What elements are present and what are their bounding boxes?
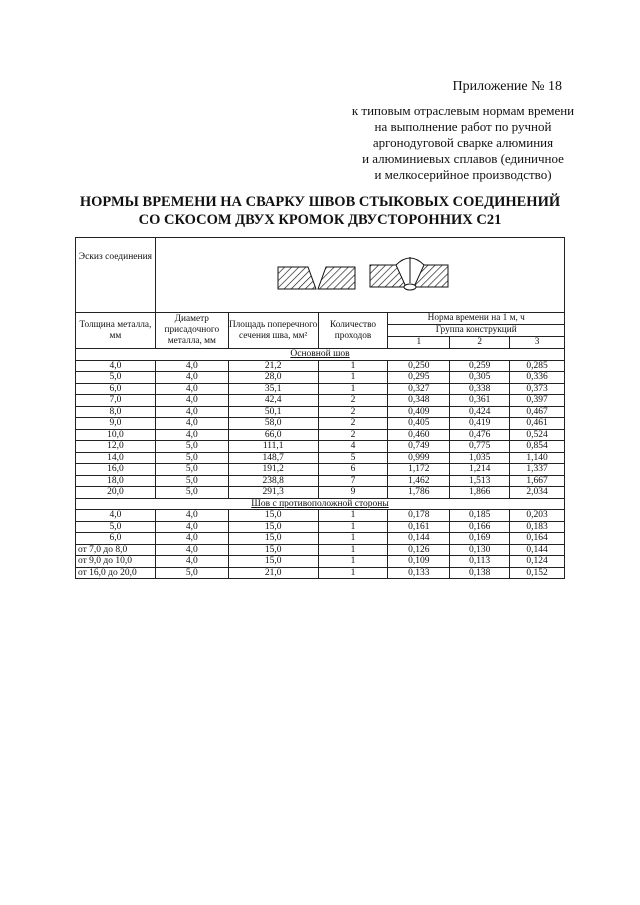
table-cell: 10,0 (76, 429, 156, 441)
table-cell: 0,305 (450, 372, 510, 384)
table-cell: 0,999 (388, 452, 450, 464)
table-cell: 4,0 (155, 510, 228, 522)
table-cell: 5 (318, 452, 388, 464)
table-cell: 1,172 (388, 464, 450, 476)
header-row (76, 313, 565, 325)
table-cell: 5,0 (155, 487, 228, 499)
subtitle-line: к типовым отраслевым нормам времени (351, 103, 575, 118)
table-cell: 0,144 (388, 533, 450, 545)
table-cell: 4,0 (155, 429, 228, 441)
table-cell: 0,113 (450, 556, 510, 568)
col-norm: Норма времени на 1 м, ч (388, 313, 565, 325)
table-cell: 9,0 (76, 418, 156, 430)
table-cell: от 9,0 до 10,0 (76, 556, 156, 568)
table-cell: 191,2 (228, 464, 318, 476)
section-row (76, 498, 565, 510)
table-cell: 1 (318, 544, 388, 556)
table-cell: 0,259 (450, 360, 510, 372)
table-row (76, 544, 565, 556)
table-cell: 5,0 (155, 475, 228, 487)
table-cell: 4,0 (155, 395, 228, 407)
table-cell: 1,337 (510, 464, 565, 476)
joint-sketch (155, 238, 564, 313)
table-row (76, 521, 565, 533)
table-cell: 0,460 (388, 429, 450, 441)
table-cell: 58,0 (228, 418, 318, 430)
table-cell: 16,0 (76, 464, 156, 476)
col-group-2: 2 (450, 337, 510, 349)
table-cell: 4,0 (155, 406, 228, 418)
table-cell: 15,0 (228, 521, 318, 533)
appendix-subtitle (338, 103, 588, 183)
table-cell: 21,2 (228, 360, 318, 372)
table-cell: 0,166 (450, 521, 510, 533)
table-row (76, 429, 565, 441)
table-cell: 0,295 (388, 372, 450, 384)
table-cell: 20,0 (76, 487, 156, 499)
joint-sketch-icon (270, 253, 450, 293)
table-cell: 0,361 (450, 395, 510, 407)
table-cell: 1 (318, 510, 388, 522)
table-cell: 4,0 (155, 556, 228, 568)
table-cell: 238,8 (228, 475, 318, 487)
table-cell: 4,0 (155, 521, 228, 533)
table-cell: 0,164 (510, 533, 565, 545)
title-line: НОРМЫ ВРЕМЕНИ НА СВАРКУ ШВОВ СТЫКОВЫХ СОЕДИНЕНИЙ (79, 194, 561, 210)
table-cell: 0,854 (510, 441, 565, 453)
table-cell: 0,250 (388, 360, 450, 372)
table-cell: 4,0 (155, 372, 228, 384)
table-cell: 8,0 (76, 406, 156, 418)
table-row (76, 383, 565, 395)
table-cell: 0,124 (510, 556, 565, 568)
section-row (76, 349, 565, 361)
table-cell: 1,035 (450, 452, 510, 464)
table-cell: 4,0 (155, 360, 228, 372)
table-cell: 0,749 (388, 441, 450, 453)
table-cell: 0,285 (510, 360, 565, 372)
table-row (76, 510, 565, 522)
table-cell: 1,866 (450, 487, 510, 499)
table-cell: 0,467 (510, 406, 565, 418)
table-cell: 0,424 (450, 406, 510, 418)
table-cell: 4,0 (76, 510, 156, 522)
sketch-row (76, 238, 565, 313)
table-cell: 1,786 (388, 487, 450, 499)
col-group-3: 3 (510, 337, 565, 349)
table-row (76, 567, 565, 579)
section-title: Шов с противоположной стороны (76, 498, 565, 510)
col-passes: Количество проходов (318, 313, 388, 349)
table-row (76, 487, 565, 499)
table-cell: 0,775 (450, 441, 510, 453)
table-cell: 5,0 (76, 521, 156, 533)
table-row (76, 475, 565, 487)
table-cell: 5,0 (76, 372, 156, 384)
table-cell: 1 (318, 383, 388, 395)
subtitle-line: и алюминиевых сплавов (единичное (362, 151, 564, 166)
table-row (76, 360, 565, 372)
col-thickness: Толщина металла, мм (76, 313, 156, 349)
table-row (76, 533, 565, 545)
table-cell: 0,373 (510, 383, 565, 395)
table-cell: 66,0 (228, 429, 318, 441)
table-cell: 6 (318, 464, 388, 476)
table-cell: 0,138 (450, 567, 510, 579)
table-cell: 2 (318, 429, 388, 441)
table-cell: 0,461 (510, 418, 565, 430)
table-cell: 0,409 (388, 406, 450, 418)
table-cell: 6,0 (76, 533, 156, 545)
subtitle-line: аргонодуговой сварке алюминия (372, 135, 554, 150)
table-cell: 0,130 (450, 544, 510, 556)
norms-table (75, 237, 565, 579)
table-cell: 1 (318, 533, 388, 545)
table-row (76, 372, 565, 384)
table-cell: 1 (318, 521, 388, 533)
table-cell: 0,476 (450, 429, 510, 441)
table-cell: 0,405 (388, 418, 450, 430)
table-cell: 0,109 (388, 556, 450, 568)
table-cell: 111,1 (228, 441, 318, 453)
table-cell: 15,0 (228, 556, 318, 568)
table-cell: 2 (318, 406, 388, 418)
table-cell: 5,0 (155, 441, 228, 453)
table-cell: 12,0 (76, 441, 156, 453)
table-cell: 50,1 (228, 406, 318, 418)
col-diameter: Диаметр присадочного металла, мм (155, 313, 228, 349)
table-cell: 0,348 (388, 395, 450, 407)
table-cell: 15,0 (228, 510, 318, 522)
table-cell: 4,0 (155, 383, 228, 395)
table-cell: 4,0 (155, 544, 228, 556)
table-row (76, 452, 565, 464)
col-group-1: 1 (388, 337, 450, 349)
table-cell: 42,4 (228, 395, 318, 407)
table-cell: 148,7 (228, 452, 318, 464)
table-cell: 4,0 (155, 418, 228, 430)
table-row (76, 441, 565, 453)
table-cell: 1,667 (510, 475, 565, 487)
table-cell: 0,203 (510, 510, 565, 522)
table-cell: 1 (318, 556, 388, 568)
col-area: Площадь поперечного сечения шва, мм² (228, 313, 318, 349)
table-cell: 0,126 (388, 544, 450, 556)
subtitle-line: на выполнение работ по ручной (374, 119, 552, 134)
table-cell: 0,397 (510, 395, 565, 407)
appendix-number: Приложение № 18 (452, 79, 562, 94)
col-group: Группа конструкций (388, 325, 565, 337)
table-cell: 5,0 (155, 452, 228, 464)
table-cell: 4 (318, 441, 388, 453)
table-cell: от 7,0 до 8,0 (76, 544, 156, 556)
table-cell: 1,140 (510, 452, 565, 464)
table-cell: 1 (318, 567, 388, 579)
table-cell: 7 (318, 475, 388, 487)
table-row (76, 556, 565, 568)
table-cell: 5,0 (155, 464, 228, 476)
table-cell: 35,1 (228, 383, 318, 395)
table-cell: 0,185 (450, 510, 510, 522)
table-cell: 15,0 (228, 544, 318, 556)
table-cell: 0,327 (388, 383, 450, 395)
document-title (0, 193, 640, 229)
table-row (76, 406, 565, 418)
table-cell: 2,034 (510, 487, 565, 499)
table-cell: 0,338 (450, 383, 510, 395)
title-line: СО СКОСОМ ДВУХ КРОМОК ДВУСТОРОННИХ С21 (138, 212, 502, 228)
table-cell: 14,0 (76, 452, 156, 464)
table-cell: 1,462 (388, 475, 450, 487)
table-cell: 4,0 (155, 533, 228, 545)
table-cell: 5,0 (155, 567, 228, 579)
table-cell: 0,169 (450, 533, 510, 545)
table-cell: 1 (318, 372, 388, 384)
table-cell: 0,133 (388, 567, 450, 579)
table-cell: от 16,0 до 20,0 (76, 567, 156, 579)
table-cell: 21,0 (228, 567, 318, 579)
table-cell: 2 (318, 395, 388, 407)
table-row (76, 395, 565, 407)
table-cell: 0,183 (510, 521, 565, 533)
table-cell: 0,161 (388, 521, 450, 533)
table-cell: 28,0 (228, 372, 318, 384)
table-cell: 0,419 (450, 418, 510, 430)
table-cell: 0,144 (510, 544, 565, 556)
table-cell: 9 (318, 487, 388, 499)
table-cell: 7,0 (76, 395, 156, 407)
table-row (76, 464, 565, 476)
table-cell: 6,0 (76, 383, 156, 395)
table-cell: 291,3 (228, 487, 318, 499)
table-row (76, 418, 565, 430)
table-cell: 1,214 (450, 464, 510, 476)
sketch-label: Эскиз соединения (76, 238, 156, 313)
table-cell: 15,0 (228, 533, 318, 545)
table-cell: 1 (318, 360, 388, 372)
table-cell: 0,524 (510, 429, 565, 441)
table-cell: 1,513 (450, 475, 510, 487)
table-cell: 18,0 (76, 475, 156, 487)
table-cell: 0,178 (388, 510, 450, 522)
table-cell: 4,0 (76, 360, 156, 372)
table-cell: 0,152 (510, 567, 565, 579)
table-cell: 0,336 (510, 372, 565, 384)
subtitle-line: и мелкосерийное производство) (374, 167, 552, 182)
table-cell: 2 (318, 418, 388, 430)
section-title: Основной шов (76, 349, 565, 361)
